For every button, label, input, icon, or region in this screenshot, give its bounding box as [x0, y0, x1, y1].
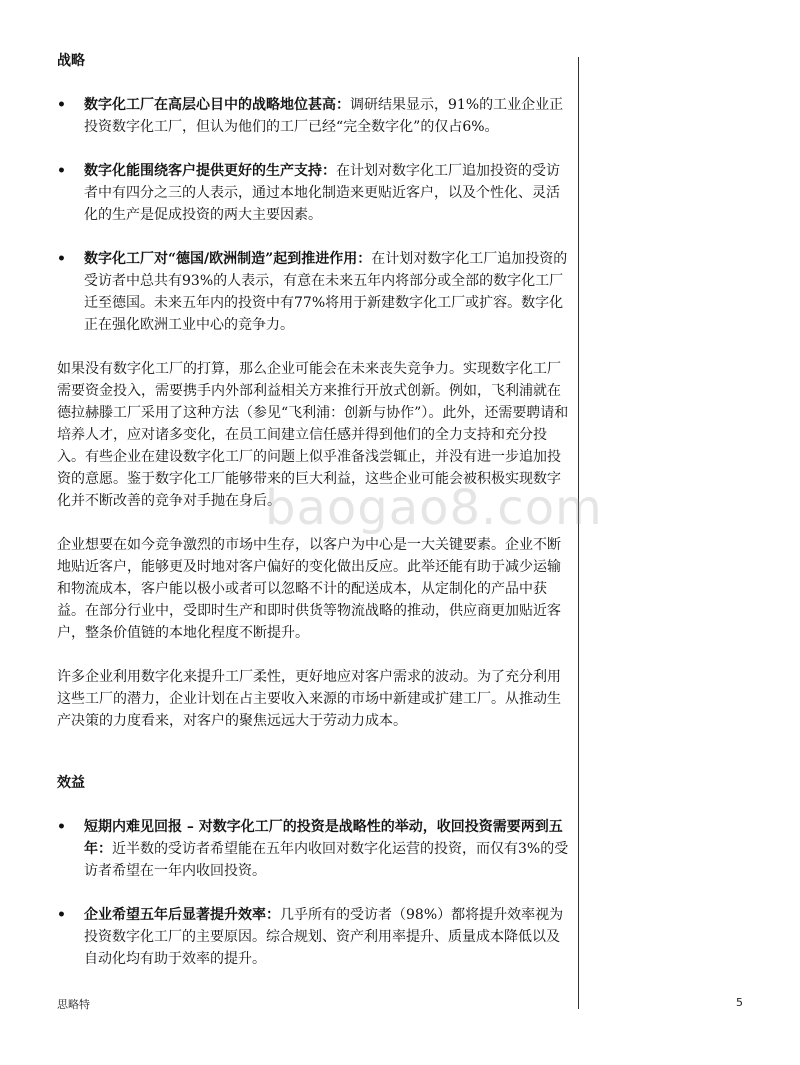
bullet-text: 调研结果显示，91%的工业企业正投资数字化工厂，但认为他们的工厂已经“完全数字化”的仅占6%。	[84, 97, 564, 135]
bullet-item	[57, 160, 569, 226]
watermark-text: baogao8.com	[265, 480, 603, 536]
bullet-item	[57, 904, 569, 970]
bullet-icon: •	[57, 251, 66, 267]
strategy-bullet-list	[57, 94, 569, 336]
bullet-text: 在计划对数字化工厂追加投资的受访者中有四分之三的人表示，通过本地化制造来更贴近客户，以及个性化、灵活化的生产是促成投资的两大主要因素。	[84, 163, 560, 223]
bullet-lead: 短期内难见回报 – 对数字化工厂的投资是战略性的举动，收回投资需要两到五年：	[84, 819, 563, 857]
bullet-text: 在计划对数字化工厂追加投资的受访者中总共有93%的人表示，有意在未来五年内将部分或全部的数字化工厂迁至德国。未来五年内的投资中有77%将用于新建数字化工厂或扩容。数字化正在强化欧洲工业中心的竞争力。	[84, 251, 568, 333]
bullet-lead: 数字化工厂在高层心目中的战略地位甚高：	[84, 97, 350, 113]
bullet-text: 几乎所有的受访者（98%）都将提升效率视为投资数字化工厂的主要原因。综合规划、资产利用率提升、质量成本降低以及自动化均有助于效率的提升。	[84, 907, 564, 967]
bullet-lead: 数字化能围绕客户提供更好的生产支持：	[84, 163, 336, 179]
body-paragraph: 企业想要在如今竞争激烈的市场中生存，以客户为中心是一大关键要素。企业不断地贴近客户，能够更及时地对客户偏好的变化做出反应。此举还能有助于减少运输和物流成本，客户能以极小或者可以忽略不计的配送成本，从定制化的产品中获益。在部分行业中，受即时生产和即时供货等物流战略的推动，供应商更加贴近客户，整条价值链的本地化程度不断提升。	[57, 537, 561, 641]
bullet-icon: •	[57, 819, 66, 835]
bullet-item	[57, 248, 569, 336]
main-content	[57, 50, 569, 992]
bullet-text: 近半数的受访者希望能在五年内收回对数字化运营的投资，而仅有3%的受访者希望在一年内收回投资。	[84, 841, 569, 879]
bullet-lead: 数字化工厂对“德国/欧洲制造”起到推进作用：	[84, 251, 372, 267]
bullet-item	[57, 94, 569, 138]
vertical-divider	[578, 57, 579, 1009]
benefits-bullet-list	[57, 816, 569, 970]
section-heading-strategy: 战略	[57, 53, 85, 69]
bullet-icon: •	[57, 163, 66, 179]
section-heading-benefits: 效益	[57, 775, 85, 791]
bullet-item	[57, 816, 569, 882]
bullet-icon: •	[57, 97, 66, 113]
page-number: 5	[736, 996, 743, 1009]
bullet-icon: •	[57, 907, 66, 923]
body-paragraph: 许多企业利用数字化来提升工厂柔性，更好地应对客户需求的波动。为了充分利用这些工厂的潜力，企业计划在占主要收入来源的市场中新建或扩建工厂。从推动生产决策的力度看来，对客户的聚焦远远大于劳动力成本。	[57, 669, 561, 729]
bullet-lead: 企业希望五年后显著提升效率：	[84, 907, 280, 923]
footer-company-name: 思略特	[57, 998, 90, 1011]
body-paragraph: 如果没有数字化工厂的打算，那么企业可能会在未来丧失竞争力。实现数字化工厂需要资金投入，需要携手内外部利益相关方来推行开放式创新。例如，飞利浦就在德拉赫滕工厂采用了这种方法（参见“飞利浦：创新与协作”）。此外，还需要聘请和培养人才，应对诸多变化，在员工间建立信任感并得到他们的全力支持和充分投入。有些企业在建设数字化工厂的问题上似乎准备浅尝辄止，并没有进一步追加投资的意愿。鉴于数字化工厂能够带来的巨大利益，这些企业可能会被积极实现数字化并不断改善的竞争对手抛在身后。	[57, 361, 569, 509]
